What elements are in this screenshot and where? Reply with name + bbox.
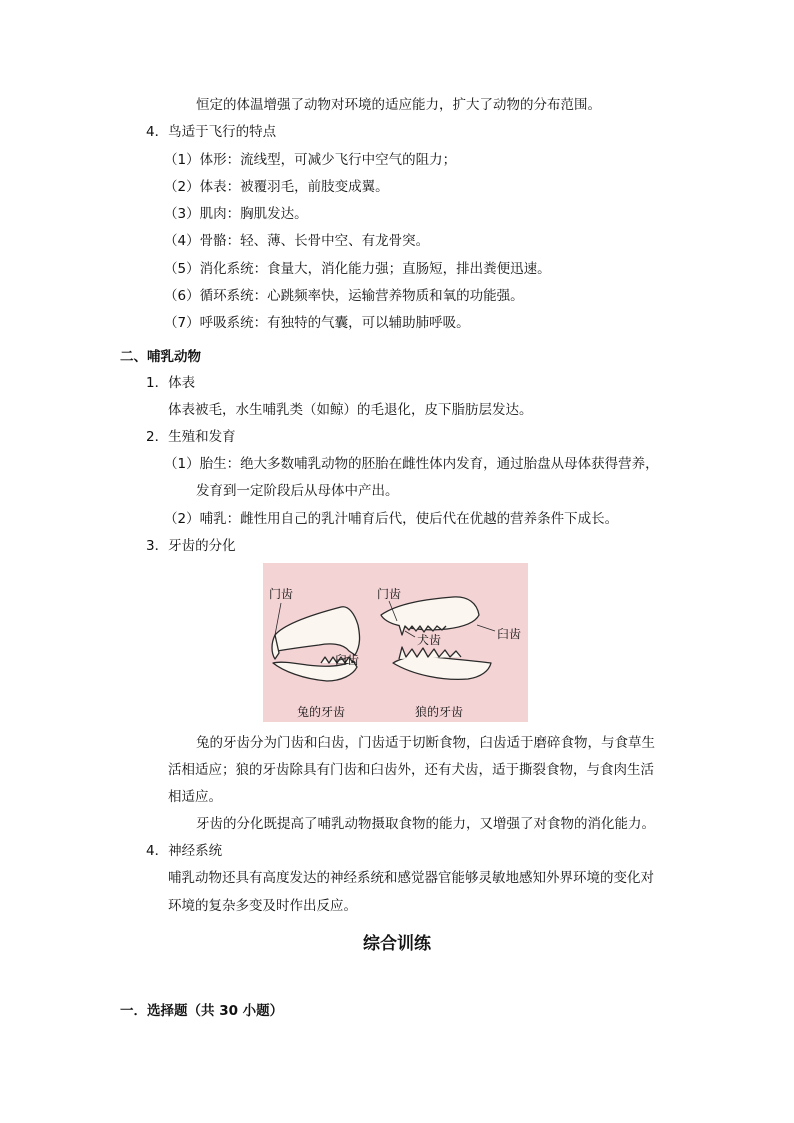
label-wolf-incisor: 门齿 (377, 587, 402, 601)
section-heading: 二、哺乳动物 (120, 349, 201, 365)
page-title: 综合训练 (363, 934, 431, 954)
list-item: （4）骨骼：轻、薄、长骨中空、有龙骨突。 (164, 233, 430, 249)
wolf-molar-leader (477, 625, 495, 631)
item-heading: 1．体表 (146, 375, 196, 391)
label-wolf-canine: 犬齿 (417, 633, 442, 647)
label-rabbit-incisor: 门齿 (269, 587, 294, 601)
list-item: （1）胎生：绝大多数哺乳动物的胚胎在雌性体内发育，通过胎盘从母体获得营养， (164, 456, 659, 472)
list-item: （1）体形：流线型，可减少飞行中空气的阻力； (164, 152, 457, 168)
paragraph-line: 兔的牙齿分为门齿和臼齿，门齿适于切断食物，臼齿适于磨碎食物，与食草生 (196, 735, 655, 751)
caption-rabbit: 兔的牙齿 (297, 705, 346, 719)
paragraph-line: 恒定的体温增强了动物对环境的适应能力，扩大了动物的分布范围。 (196, 97, 601, 113)
paragraph-line: 体表被毛，水生哺乳类（如鲸）的毛退化，皮下脂肪层发达。 (168, 402, 533, 418)
wolf-lower-jaw (393, 656, 491, 679)
paragraph-line: 发育到一定阶段后从母体中产出。 (196, 483, 399, 499)
list-item: （7）呼吸系统：有独特的气囊，可以辅助肺呼吸。 (164, 315, 470, 331)
item-heading: 4．鸟适于飞行的特点 (146, 124, 277, 140)
paragraph-line: 哺乳动物还具有高度发达的神经系统和感觉器官能够灵敏地感知外界环境的变化对 (168, 870, 654, 886)
list-item: （2）哺乳：雌性用自己的乳汁哺育后代，使后代在优越的营养条件下成长。 (164, 511, 619, 527)
list-item: （6）循环系统：心跳频率快，运输营养物质和氧的功能强。 (164, 288, 524, 304)
item-heading: 4．神经系统 (146, 843, 223, 859)
list-item: （5）消化系统：食量大，消化能力强；直肠短，排出粪便迅速。 (164, 261, 551, 277)
item-heading: 2．生殖和发育 (146, 429, 236, 445)
wolf-canine-leader (405, 631, 415, 637)
item-heading: 3．牙齿的分化 (146, 538, 236, 554)
wolf-lower-teeth (399, 647, 461, 659)
paragraph-line: 牙齿的分化既提高了哺乳动物摄取食物的能力，又增强了对食物的消化能力。 (196, 816, 655, 832)
label-wolf-molar: 臼齿 (497, 627, 522, 641)
paragraph-line: 环境的复杂多变及时作出反应。 (168, 898, 357, 914)
teeth-figure (263, 563, 528, 722)
paragraph-line: 相适应。 (168, 789, 222, 805)
list-item: （3）肌肉：胸肌发达。 (164, 206, 308, 222)
label-rabbit-molar: 臼齿 (335, 653, 360, 667)
paragraph-line: 活相适应；狼的牙齿除具有门齿和臼齿外，还有犬齿，适于撕裂食物，与食肉生活 (168, 762, 654, 778)
section-heading-choice: 一．选择题（共 30 小题） (120, 1003, 284, 1019)
rabbit-upper-jaw (275, 607, 360, 655)
caption-wolf: 狼的牙齿 (415, 705, 464, 719)
list-item: （2）体表：被覆羽毛，前肢变成翼。 (164, 179, 389, 195)
